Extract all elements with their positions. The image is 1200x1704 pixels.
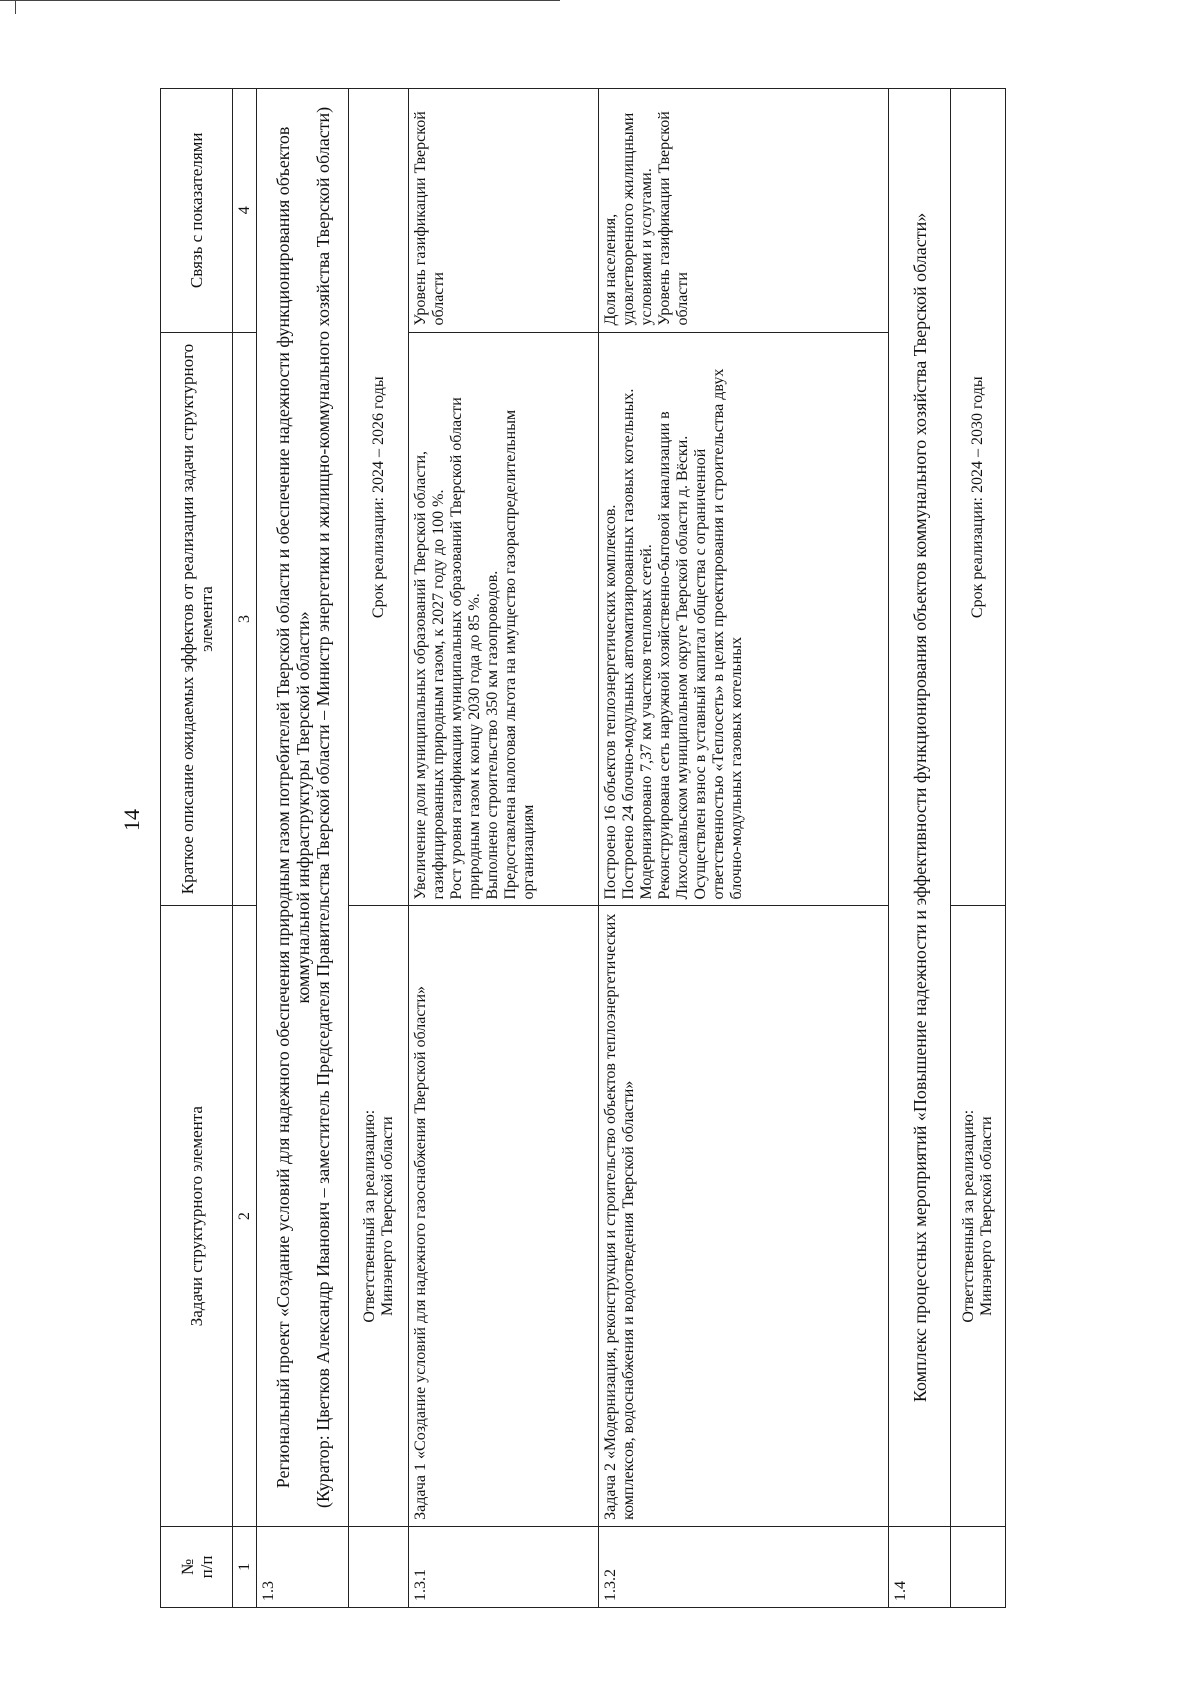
section-number: 1.4 xyxy=(889,1526,951,1607)
page-number: 14 xyxy=(119,809,144,831)
table-header-row xyxy=(161,89,233,1608)
scan-artifact-tick xyxy=(15,0,16,14)
structural-elements-table xyxy=(160,88,1006,1608)
header-link: Связь с показателями xyxy=(161,89,233,333)
section-title: Комплекс процессных мероприятий «Повышение надежности и эффективности функционирования объектов коммунального хозяйства Тверской области» xyxy=(889,89,951,1527)
scan-artifact-line xyxy=(0,0,560,1)
section-1-3-row xyxy=(257,89,349,1608)
table-row xyxy=(599,89,889,1608)
table-row xyxy=(409,89,599,1608)
column-number-row xyxy=(233,89,257,1608)
row-effect: Построено 16 объектов теплоэнергетических комплексов. Построено 24 блочно-модульных автоматизированных газовых котельных. Модернизировано 7,37 км участков тепловых сетей. Реконструирована сеть наружной хозяйственно-бытовой канализации в Лихославльском муниципальном округе Тверской области д. Вёски. Осуществлен взнос в уставный капитал общества с ограниченной ответственностью «Теплосеть» в целях проектирования и строительства двух блочно-модульных газовых котельных xyxy=(599,332,889,906)
row-number: 1.3.2 xyxy=(599,1526,889,1607)
section-1-4-row xyxy=(889,89,951,1608)
section-1-4-meta-row xyxy=(951,89,1006,1608)
rotated-table-container xyxy=(160,88,1005,1608)
row-number: 1.3.1 xyxy=(409,1526,599,1607)
header-no: № п/п xyxy=(161,1526,233,1607)
row-link: Уровень газификации Тверской области xyxy=(409,89,599,333)
row-link: Доля населения, удовлетворенного жилищными условиями и услугами. Уровень газификации Тверской области xyxy=(599,89,889,333)
responsible-cell: Ответственный за реализацию: Минэнерго Тверской области xyxy=(951,906,1006,1526)
term-cell: Срок реализации: 2024 – 2026 годы xyxy=(349,89,409,907)
row-task: Задача 1 «Создание условий для надежного газоснабжения Тверской области» xyxy=(409,906,599,1526)
column-number: 1 xyxy=(233,1526,257,1607)
section-1-3-meta-row xyxy=(349,89,409,1608)
column-number: 3 xyxy=(233,332,257,906)
header-effect: Краткое описание ожидаемых эффектов от реализации задачи структурного элемента xyxy=(161,332,233,906)
row-task: Задача 2 «Модернизация, реконструкция и строительство объектов теплоэнергетических комплексов, водоснабжения и водоотведения Тверской области» xyxy=(599,906,889,1526)
column-number: 2 xyxy=(233,906,257,1526)
section-title: Региональный проект «Создание условий для надежного обеспечения природным газом потребителей Тверской области и обеспечение надежности функционирования объектов коммунальной инфраструктуры Тверской области» (Куратор: Цветков Александр Иванович – заместитель Председателя Правительства Тверской области – Министр энергетики и жилищно-коммунального хозяйства Тверской области) xyxy=(257,89,349,1527)
term-cell: Срок реализации: 2024 – 2030 годы xyxy=(951,89,1006,907)
section-number: 1.3 xyxy=(257,1526,349,1607)
document-sheet xyxy=(160,88,1005,1608)
column-number: 4 xyxy=(233,89,257,333)
header-task: Задачи структурного элемента xyxy=(161,906,233,1526)
responsible-cell: Ответственный за реализацию: Минэнерго Тверской области xyxy=(349,906,409,1526)
empty-cell xyxy=(951,1526,1006,1607)
row-effect: Увеличение доли муниципальных образований Тверской области, газифицированных природным газом, к 2027 году до 100 %. Рост уровня газификации муниципальных образований Тверской области природным газом к концу 2030 года до 85 %. Выполнено строительство 350 км газопроводов. Предоставлена налоговая льгота на имущество газораспределительным организациям xyxy=(409,332,599,906)
empty-cell xyxy=(349,1526,409,1607)
